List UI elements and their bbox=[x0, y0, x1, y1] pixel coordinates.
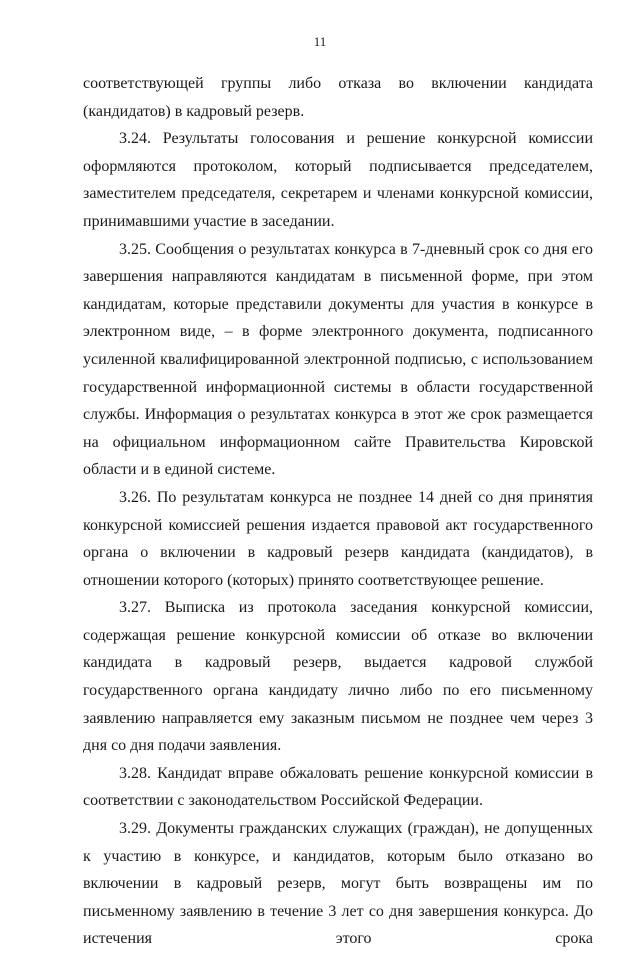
paragraph-3-25: 3.25. Сообщения о результатах конкурса в 7-дневный срок со дня его завершения направляются кандидатам в письменной форме, при этом кандидатам, которые представили документы для участия в конкурсе в электронном виде, – в форме электронного документа, подписанного усиленной квалифицированной электронной подписью, с использованием государственной информационной системы в области государственной службы. Информация о результатах конкурса в этот же срок размещается на официальном информационном сайте Правительства Кировской области и в единой системе. bbox=[83, 240, 593, 479]
paragraph-3-28: 3.28. Кандидат вправе обжаловать решение конкурсной комиссии в соответствии с законодательством Российской Федерации. bbox=[83, 764, 593, 810]
paragraph-3-27: 3.27. Выписка из протокола заседания конкурсной комиссии, содержащая решение конкурсной комиссии об отказе во включении кандидата в кадровый резерв, выдается кадровой службой государственного органа кандидату лично либо по его письменному заявлению направляется ему заказным письмом не позднее чем через 3 дня со дня подачи заявления. bbox=[83, 599, 593, 755]
paragraph-3-24: 3.24. Результаты голосования и решение конкурсной комиссии оформляются протоколом, который подписывается председателем, заместителем председателя, секретарем и членами конкурсной комиссии, принимавшими участие в заседании. bbox=[83, 130, 593, 230]
paragraph-3-26: 3.26. По результатам конкурса не позднее 14 дней со дня принятия конкурсной комиссией решения издается правовой акт государственного органа о включении в кадровый резерв кандидата (кандидатов), в отношении которого (которых) принято соответствующее решение. bbox=[83, 488, 593, 589]
paragraph-3-29: 3.29. Документы гражданских служащих (граждан), не допущенных к участию в конкурсе, и кандидатов, которым было отказано во включении в кадровый резерв, могут быть возвращены им по письменному заявлению в течение 3 лет со дня завершения конкурса. До истечения этого срока bbox=[83, 820, 593, 948]
page-number: 11 bbox=[313, 34, 327, 49]
document-body bbox=[83, 70, 593, 953]
paragraph-continuation: соответствующей группы либо отказа во включении кандидата (кандидатов) в кадровый резерв. bbox=[83, 75, 593, 120]
